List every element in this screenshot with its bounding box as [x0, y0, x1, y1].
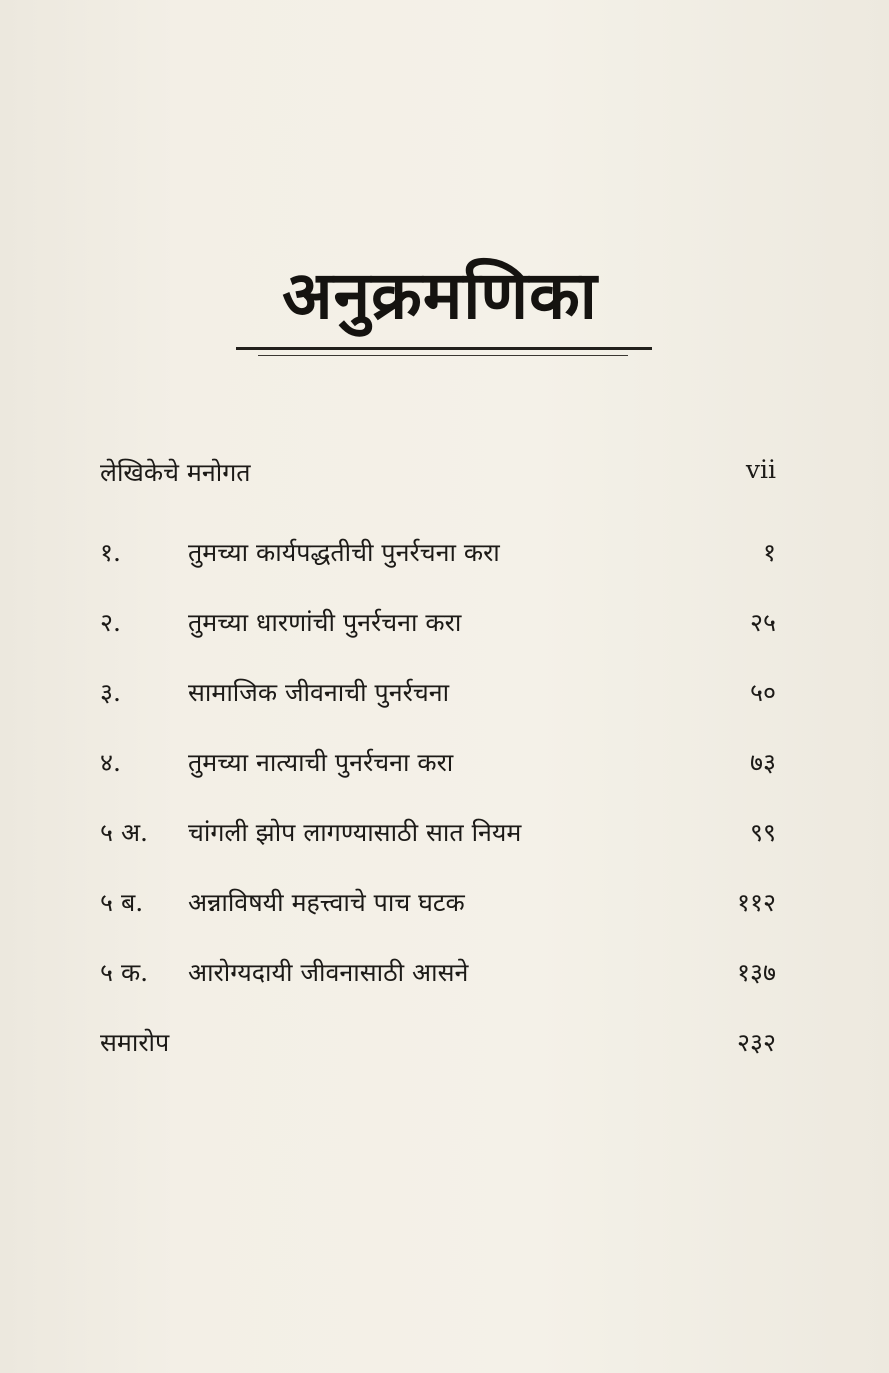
toc-entry-title: तुमच्या धारणांची पुनर्रचना करा — [188, 608, 462, 637]
toc-entry-conclusion[interactable] — [100, 1025, 776, 1095]
toc-entry-number: ४. — [100, 748, 121, 777]
toc-entry-title: तुमच्या कार्यपद्धतीची पुनर्रचना करा — [188, 538, 500, 567]
toc-entry-number: २. — [100, 608, 121, 637]
toc-entry-page: ११२ — [736, 888, 776, 917]
toc-entry-page: vii — [745, 455, 776, 484]
toc-entry-preface[interactable] — [100, 455, 776, 535]
page-title: अनुक्रमणिका — [282, 256, 598, 334]
toc-entry-page: २३२ — [736, 1028, 776, 1057]
toc-entry-number: ५ क. — [100, 958, 149, 987]
toc-entry-number: ५ ब. — [100, 888, 144, 917]
toc-entry-title: अन्नाविषयी महत्त्वाचे पाच घटक — [188, 888, 465, 917]
toc-entry-chapter-2[interactable] — [100, 605, 776, 675]
toc-entry-chapter-5c[interactable] — [100, 955, 776, 1025]
toc-entry-number: ५ अ. — [100, 818, 148, 847]
toc-entry-page: १ — [762, 538, 776, 567]
table-of-contents — [100, 455, 776, 1095]
toc-entry-chapter-5a[interactable] — [100, 815, 776, 885]
toc-entry-title: लेखिकेचे मनोगत — [100, 458, 251, 487]
toc-entry-page: ९९ — [749, 818, 776, 847]
toc-entry-title: सामाजिक जीवनाची पुनर्रचना — [188, 678, 450, 707]
title-underline-thick — [236, 347, 652, 350]
toc-entry-title: समारोप — [100, 1028, 170, 1057]
toc-entry-chapter-5b[interactable] — [100, 885, 776, 955]
toc-entry-chapter-3[interactable] — [100, 675, 776, 745]
toc-entry-page: ७३ — [749, 748, 776, 777]
toc-entry-page: १३७ — [736, 958, 776, 987]
toc-entry-page: २५ — [749, 608, 776, 637]
toc-entry-number: १. — [100, 538, 121, 567]
toc-entry-chapter-4[interactable] — [100, 745, 776, 815]
toc-entry-page: ५० — [749, 678, 776, 707]
toc-entry-title: चांगली झोप लागण्यासाठी सात नियम — [188, 818, 522, 847]
toc-entry-chapter-1[interactable] — [100, 535, 776, 605]
title-underline-thin — [258, 355, 628, 356]
toc-entry-title: तुमच्या नात्याची पुनर्रचना करा — [188, 748, 454, 777]
toc-entry-title: आरोग्यदायी जीवनासाठी आसने — [188, 958, 469, 987]
toc-entry-number: ३. — [100, 678, 121, 707]
